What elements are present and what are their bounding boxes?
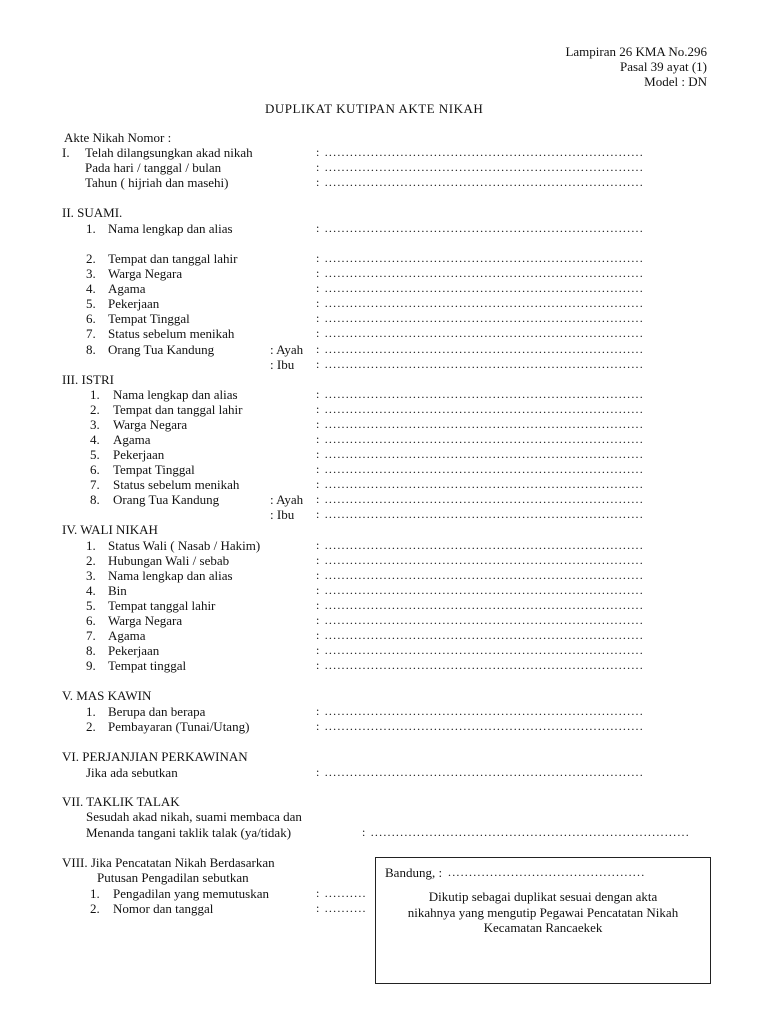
- item-number: 1.: [86, 221, 96, 236]
- suami-item-label: Tempat Tinggal: [108, 311, 190, 326]
- pengadilan-item-label: Nomor dan tanggal: [113, 901, 214, 916]
- fill-line: : ............................................................................: [316, 311, 644, 325]
- item-number: 1.: [86, 704, 96, 719]
- section-perjanjian-title: VI. PERJANJIAN PERKAWINAN: [62, 749, 248, 764]
- certification-box: [375, 857, 711, 984]
- item-number: 1.: [86, 538, 96, 553]
- suami-item-label: Status sebelum menikah: [108, 326, 235, 341]
- item-number: 2.: [86, 251, 96, 266]
- istri-item-label: Tempat dan tanggal lahir: [113, 402, 243, 417]
- fill-line: : ............................................................................: [316, 658, 644, 672]
- fill-line: : ............................................................................: [316, 357, 644, 371]
- suami-item-label: Warga Negara: [108, 266, 183, 281]
- suami-item-label: Nama lengkap dan alias: [108, 221, 233, 236]
- header-lampiran: Lampiran 26 KMA No.296: [565, 44, 707, 59]
- item-number: 7.: [90, 477, 100, 492]
- istri-item-label: Agama: [113, 432, 151, 447]
- istri-item-label: Pekerjaan: [113, 447, 165, 462]
- item-number: 8.: [90, 492, 100, 507]
- document-title: DUPLIKAT KUTIPAN AKTE NIKAH: [265, 101, 484, 116]
- wali-item-label: Warga Negara: [108, 613, 183, 628]
- item-number: 5.: [90, 447, 100, 462]
- wali-item-label: Tempat tinggal: [108, 658, 187, 673]
- certification-line-3: Kecamatan Rancaekek: [483, 920, 603, 935]
- fill-line: : ............................................................................: [316, 704, 644, 718]
- fill-line: : ............................................................................: [316, 643, 644, 657]
- fill-line: : ..........: [316, 886, 367, 900]
- item-number: 5.: [86, 296, 96, 311]
- item-number: 2.: [90, 901, 100, 916]
- item-number: 5.: [86, 598, 96, 613]
- mas-kawin-item-label: Berupa dan berapa: [108, 704, 206, 719]
- item-number: 7.: [86, 628, 96, 643]
- fill-line: : ............................................................................: [316, 266, 644, 280]
- wali-item-label: Hubungan Wali / sebab: [108, 553, 230, 568]
- istri-item-label: Orang Tua Kandung: [113, 492, 220, 507]
- fill-line: : ............................................................................: [316, 296, 644, 310]
- fill-line: : ............................................................................: [316, 342, 644, 356]
- fill-line: : ............................................................................: [316, 326, 644, 340]
- suami-item-label: Agama: [108, 281, 146, 296]
- item-number: 8.: [86, 643, 96, 658]
- section-mas-kawin-title: V. MAS KAWIN: [62, 688, 152, 703]
- item-number: 3.: [90, 417, 100, 432]
- item-number: 6.: [90, 462, 100, 477]
- fill-line: : ............................................................................: [316, 432, 644, 446]
- fill-line: : ............................................................................: [316, 477, 644, 491]
- taklik-line-2: Menanda tangani taklik talak (ya/tidak): [86, 825, 292, 840]
- fill-line: : ............................................................................: [316, 251, 644, 265]
- section-8-title: VIII. Jika Pencatatan Nikah Berdasarkan: [62, 855, 275, 870]
- section-8-sub: Putusan Pengadilan sebutkan: [97, 870, 249, 885]
- item-number: 8.: [86, 342, 96, 357]
- wali-item-label: Bin: [108, 583, 127, 598]
- fill-line: : ............................................................................: [316, 462, 644, 476]
- item-number: 6.: [86, 613, 96, 628]
- fill-line: : ............................................................................: [316, 492, 644, 506]
- section-1-row-label: Tahun ( hijriah dan masehi): [85, 175, 229, 190]
- istri-item-label: Warga Negara: [113, 417, 188, 432]
- fill-line: : ............................................................................: [316, 538, 644, 552]
- fill-line: : ............................................................................: [362, 825, 690, 839]
- item-number: 4.: [90, 432, 100, 447]
- suami-item-label: Tempat dan tanggal lahir: [108, 251, 238, 266]
- item-number: 6.: [86, 311, 96, 326]
- ayah-label: : Ayah: [270, 342, 304, 357]
- section-1-row-label: Pada hari / tanggal / bulan: [85, 160, 222, 175]
- certification-line-1: Dikutip sebagai duplikat sesuai dengan akta: [428, 889, 658, 904]
- fill-line: : ............................................................................: [316, 145, 644, 159]
- item-number: 4.: [86, 583, 96, 598]
- section-1-number: I.: [62, 145, 70, 160]
- item-number: 1.: [90, 387, 100, 402]
- istri-item-label: Status sebelum menikah: [113, 477, 240, 492]
- item-number: 3.: [86, 266, 96, 281]
- ibu-label: : Ibu: [270, 507, 295, 522]
- fill-line: : ............................................................................: [316, 175, 644, 189]
- istri-item-label: Nama lengkap dan alias: [113, 387, 238, 402]
- pengadilan-item-label: Pengadilan yang memutuskan: [113, 886, 269, 901]
- fill-line: : ............................................................................: [316, 507, 644, 521]
- fill-line: : ............................................................................: [316, 598, 644, 612]
- section-taklik-title: VII. TAKLIK TALAK: [62, 794, 180, 809]
- fill-line: : ............................................................................: [316, 447, 644, 461]
- place-date-label: Bandung, :: [385, 865, 443, 880]
- fill-line: : ............................................................................: [316, 568, 644, 582]
- fill-line: : ............................................................................: [316, 553, 644, 567]
- section-istri-title: III. ISTRI: [62, 372, 114, 387]
- item-number: 9.: [86, 658, 96, 673]
- wali-item-label: Status Wali ( Nasab / Hakim): [108, 538, 261, 553]
- fill-line: : ............................................................................: [316, 402, 644, 416]
- section-1-row-label: Telah dilangsungkan akad nikah: [85, 145, 253, 160]
- item-number: 2.: [86, 553, 96, 568]
- item-number: 7.: [86, 326, 96, 341]
- wali-item-label: Pekerjaan: [108, 643, 160, 658]
- fill-line: : ............................................................................: [316, 583, 644, 597]
- fill-line: : ............................................................................: [316, 221, 644, 235]
- item-number: 3.: [86, 568, 96, 583]
- fill-line: : ............................................................................: [316, 765, 644, 779]
- header-model: Model : DN: [644, 74, 707, 89]
- istri-item-label: Tempat Tinggal: [113, 462, 195, 477]
- suami-item-label: Orang Tua Kandung: [108, 342, 215, 357]
- wali-item-label: Tempat tanggal lahir: [108, 598, 216, 613]
- perjanjian-sub-label: Jika ada sebutkan: [86, 765, 178, 780]
- item-number: 1.: [90, 886, 100, 901]
- header-pasal: Pasal 39 ayat (1): [619, 59, 707, 74]
- fill-line: : ............................................................................: [316, 417, 644, 431]
- fill-line: : ..........: [316, 901, 367, 915]
- taklik-line-1: Sesudah akad nikah, suami membaca dan: [86, 809, 302, 824]
- fill-line: ...............................................: [448, 865, 646, 879]
- suami-item-label: Pekerjaan: [108, 296, 160, 311]
- item-number: 4.: [86, 281, 96, 296]
- mas-kawin-item-label: Pembayaran (Tunai/Utang): [108, 719, 250, 734]
- wali-item-label: Agama: [108, 628, 146, 643]
- item-number: 2.: [86, 719, 96, 734]
- ibu-label: : Ibu: [270, 357, 295, 372]
- fill-line: : ............................................................................: [316, 613, 644, 627]
- fill-line: : ............................................................................: [316, 387, 644, 401]
- item-number: 2.: [90, 402, 100, 417]
- section-wali-title: IV. WALI NIKAH: [62, 522, 158, 537]
- fill-line: : ............................................................................: [316, 160, 644, 174]
- akte-nikah-nomor-label: Akte Nikah Nomor :: [64, 130, 172, 145]
- ayah-label: : Ayah: [270, 492, 304, 507]
- fill-line: : ............................................................................: [316, 628, 644, 642]
- fill-line: : ............................................................................: [316, 281, 644, 295]
- wali-item-label: Nama lengkap dan alias: [108, 568, 233, 583]
- certification-line-2: nikahnya yang mengutip Pegawai Pencatatan Nikah: [407, 905, 679, 920]
- fill-line: : ............................................................................: [316, 719, 644, 733]
- section-suami-title: II. SUAMI.: [62, 205, 123, 220]
